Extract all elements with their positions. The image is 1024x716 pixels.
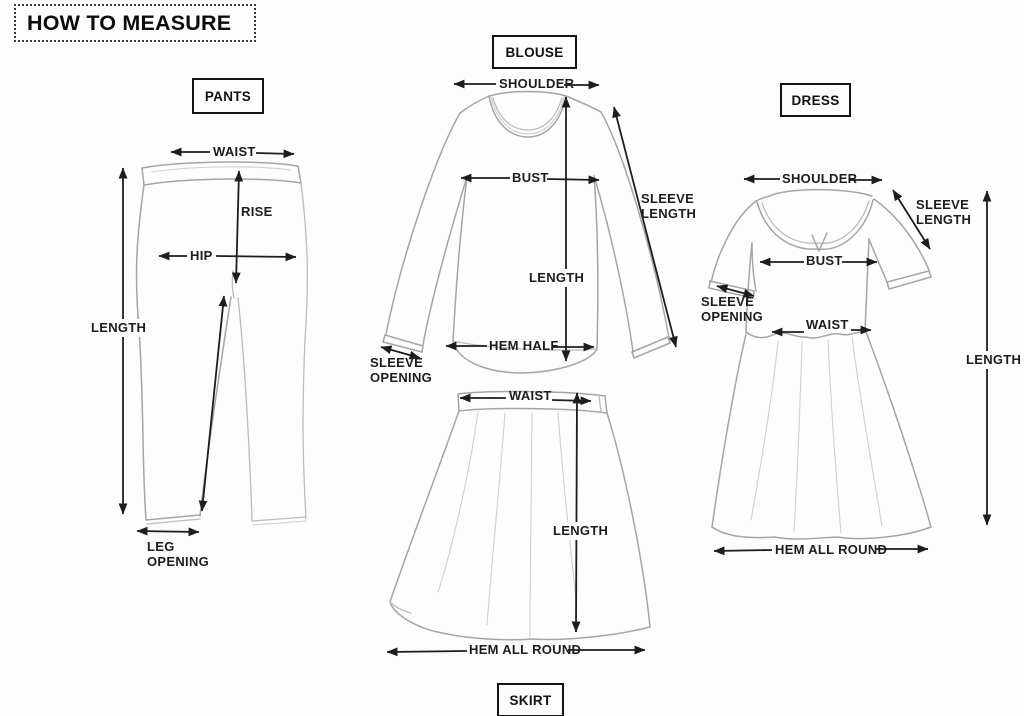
dress-length-label: LENGTH (963, 351, 1024, 369)
dress-bust-label: BUST (806, 253, 843, 268)
blouse-bust-arrow-right (547, 179, 599, 180)
blouse-arrows (381, 84, 676, 361)
page-title-text: HOW TO MEASURE (27, 10, 232, 35)
blouse-section-label (492, 35, 577, 69)
pants-rise-label: RISE (241, 204, 273, 219)
blouse-shoulder-label: SHOULDER (499, 76, 575, 91)
pants-hip-arrow-right (216, 256, 296, 257)
blouse-sleeve-length-label: SLEEVE LENGTH (641, 191, 697, 221)
pants-leg-opening-label: LEG OPENING (147, 539, 210, 569)
skirt-length-label: LENGTH (550, 522, 611, 540)
dress-sleeve-length-label: SLEEVE LENGTH (916, 197, 972, 227)
pants-sketch (137, 162, 308, 525)
blouse-sleeve-opening-label: SLEEVE OPENING (370, 355, 433, 385)
dress-sleeve-opening-label: SLEEVE OPENING (701, 294, 764, 324)
pants-length-label: LENGTH (88, 319, 149, 337)
skirt-section-label (497, 683, 564, 716)
pants-waist-arrow-right (256, 153, 294, 154)
blouse-sleeve-length-arrow (614, 107, 676, 347)
dress-hem-all-round-label: HEM ALL ROUND (775, 542, 888, 557)
pants-waist-label: WAIST (213, 144, 256, 159)
skirt-hem-all-round-arrow-left (387, 651, 467, 652)
pants-hip-label: HIP (190, 248, 213, 263)
dress-section-label-text: DRESS (791, 92, 840, 108)
skirt-waist-arrow-right (552, 400, 591, 401)
blouse-hem-half-label: HEM HALF (489, 338, 559, 353)
skirt-section-label-text: SKIRT (509, 692, 552, 708)
dress-shoulder-label: SHOULDER (782, 171, 858, 186)
skirt-hem-all-round-label: HEM ALL ROUND (469, 642, 582, 657)
pants-section-label-text: PANTS (204, 88, 252, 104)
blouse-length-label: LENGTH (526, 269, 587, 287)
skirt-length-arrow (576, 393, 577, 632)
skirt-waist-label: WAIST (509, 388, 552, 403)
pants-rise-arrow (236, 171, 239, 283)
dress-section-label (780, 83, 851, 117)
blouse-section-label-text: BLOUSE (505, 44, 564, 60)
page-title (14, 4, 256, 42)
dress-waist-label: WAIST (806, 317, 849, 332)
dress-sketch (709, 190, 931, 539)
pants-leg-opening-arrow (137, 531, 199, 532)
skirt-sketch (390, 392, 650, 640)
pants-inseam-arrow (202, 296, 224, 511)
blouse-sketch (383, 92, 670, 374)
dress-hem-all-round-arrow-left (714, 550, 772, 551)
pants-section-label (192, 78, 264, 114)
blouse-bust-label: BUST (512, 170, 549, 185)
